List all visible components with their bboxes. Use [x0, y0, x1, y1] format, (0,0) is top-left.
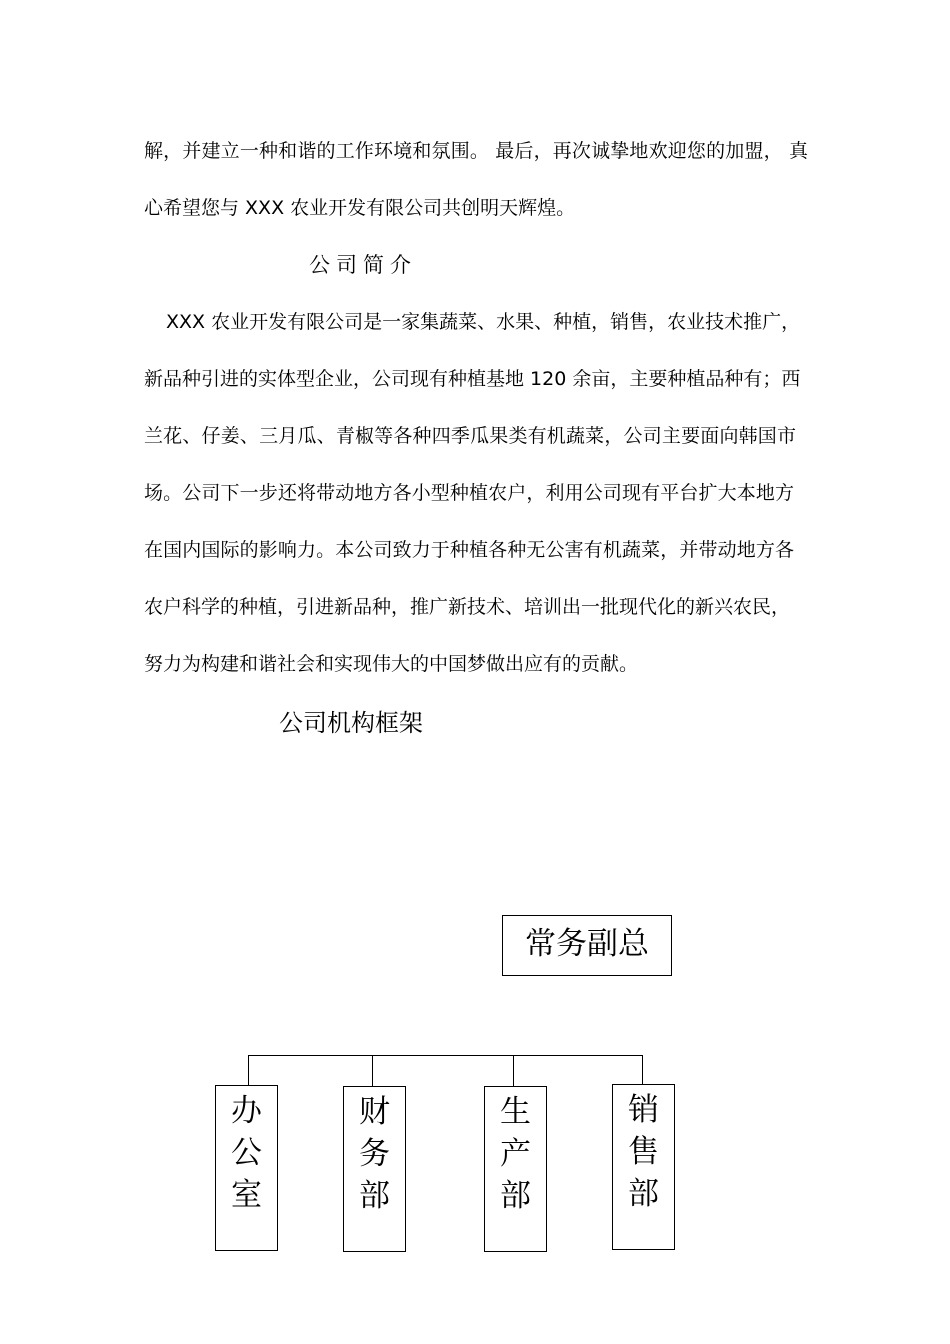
- dept-char: 销: [628, 1092, 659, 1128]
- org-connector-finance: [372, 1055, 373, 1086]
- dept-box-production: [484, 1086, 547, 1252]
- dept-char: 部: [359, 1178, 390, 1214]
- profile-line-7: 努力为构建和谐社会和实现伟大的中国梦做出应有的贡献。: [144, 653, 639, 675]
- dept-char: 部: [628, 1176, 659, 1212]
- org-top-box: 常务副总: [502, 915, 672, 976]
- org-connector-horizontal: [248, 1055, 642, 1056]
- dept-box-finance: [343, 1086, 406, 1252]
- dept-box-sales: [612, 1084, 675, 1250]
- org-connector-office: [248, 1055, 249, 1085]
- profile-line-4: 场。公司下一步还将带动地方各小型种植农户，利用公司现有平台扩大本地方: [144, 482, 794, 504]
- org-chart-heading: 公司机构框架: [279, 709, 423, 737]
- dept-char: 部: [500, 1178, 531, 1214]
- intro-line-1: 解，并建立一种和谐的工作环境和氛围。 最后，再次诚挚地欢迎您的加盟， 真: [144, 140, 808, 162]
- dept-char: 室: [231, 1177, 262, 1213]
- dept-char: 财: [359, 1094, 390, 1130]
- profile-line-2: 新品种引进的实体型企业，公司现有种植基地 120 余亩，主要种植品种有；西: [144, 368, 801, 390]
- org-connector-production: [513, 1055, 514, 1086]
- profile-line-1: XXX 农业开发有限公司是一家集蔬菜、水果、种植，销售，农业技术推广，: [166, 311, 801, 333]
- dept-char: 公: [231, 1135, 262, 1171]
- org-connector-sales: [642, 1055, 643, 1084]
- profile-line-6: 农户科学的种植，引进新品种，推广新技术、培训出一批现代化的新兴农民，: [144, 596, 791, 618]
- dept-char: 产: [500, 1136, 531, 1172]
- dept-char: 办: [231, 1093, 262, 1129]
- intro-line-2: 心希望您与 XXX 农业开发有限公司共创明天辉煌。: [144, 197, 576, 219]
- dept-char: 务: [359, 1136, 390, 1172]
- profile-line-3: 兰花、仔姜、三月瓜、青椒等各种四季瓜果类有机蔬菜，公司主要面向韩国市: [144, 425, 796, 447]
- profile-line-5: 在国内国际的影响力。本公司致力于种植各种无公害有机蔬菜，并带动地方各: [144, 539, 794, 561]
- company-profile-heading: 公司简介: [309, 253, 417, 277]
- dept-box-office: [215, 1085, 278, 1251]
- dept-char: 生: [500, 1094, 531, 1130]
- dept-char: 售: [628, 1134, 659, 1170]
